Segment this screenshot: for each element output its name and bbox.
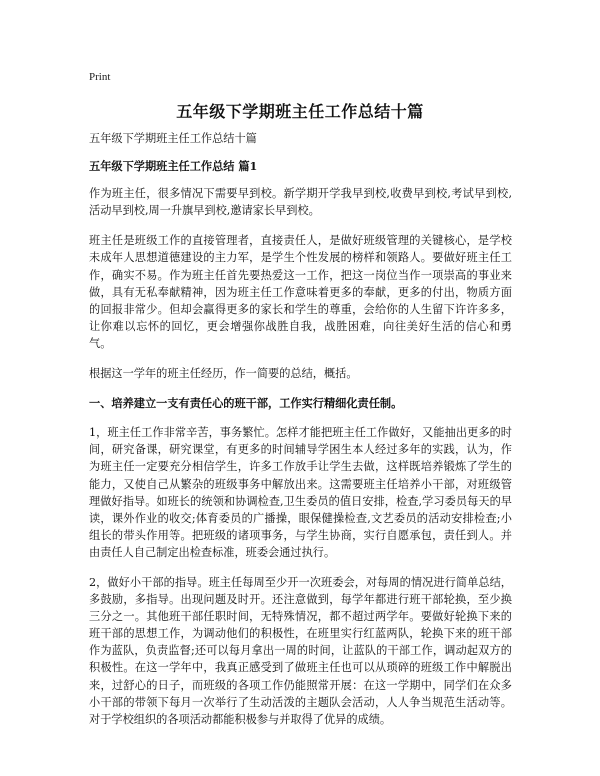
print-link[interactable]: Print bbox=[89, 71, 111, 83]
paragraph: 1，班主任工作非常辛苦，事务繁忙。怎样才能把班主任工作做好，又能抽出更多的时间，研究备课，研究课堂，有更多的时间辅导学困生本人经过多年的实践，认为，作为班主任一定要充分相信学生，许多工作放手让学生去做，这样既培养锻炼了学生的能力，又使自己从繁杂的班级事务中解放出来。这需要班主任培养小干部，对班级管理做好指导。如班长的统领和协调检查,卫生委员的值日安排，检查,学习委员每天的早读，课外作业的收交;体育委员的广播操，眼保健操检查,文艺委员的活动安排检查;小组长的带头作用等。把班级的诸项事务，与学生协商，实行自愿承包，责任到人。并由责任人自己制定出检查标准，班委会通过执行。 bbox=[89, 426, 512, 559]
article-heading: 五年级下学期班主任工作总结 篇1 bbox=[89, 159, 258, 174]
paragraph: 根据这一学年的班主任经历，作一简要的总结，概括。 bbox=[89, 367, 358, 381]
document-subtitle: 五年级下学期班主任工作总结十篇 bbox=[89, 132, 257, 145]
paragraph: 班主任是班级工作的直接管理者，直接责任人，是做好班级管理的关键核心，是学校未成年人思想道德建设的主力军，是学生个性发展的榜样和领路人。要做好班主任工作，确实不易。作为班主任首先要热爱这一工作，把这一岗位当作一项崇高的事业来做，具有无私奉献精神，因为班主任工作意味着更多的奉献，更多的付出，物质方面的回报非常少。但却会赢得更多的家长和学生的尊重，会给你的人生留下许许多多，让你难以忘怀的回忆，更会增强你战胜自我，战胜困难，向往美好生活的信心和勇气。 bbox=[89, 234, 512, 350]
paragraph: 2，做好小干部的指导。班主任每周至少开一次班委会，对每周的情况进行简单总结，多鼓励，多指导。出现问题及时开。还注意做到，每学年都进行班干部轮换，至少换三分之一。其他班干部任职时间，无特殊情况，都不超过两学年。要做好轮换下来的班干部的思想工作，为调动他们的积极性，在班里实行红蓝两队，轮换下来的班干部作为蓝队，负责监督;还可以每月拿出一周的时间，让蓝队的干部工作，调动起双方的积极性。在这一学年中，我真正感受到了做班主任也可以从琐碎的班级工作中解脱出来，过舒心的日子，而班级的各项工作仍能照常开展：在这一学期中，同学们在众多小干部的带领下每月一次举行了生动活泼的主题队会活动，人人争当规范生活动等。对于学校组织的各项活动都能积极参与并取得了优异的成绩。 bbox=[89, 575, 512, 726]
paragraph: 作为班主任，很多情况下需要早到校。新学期开学我早到校,收费早到校,考试早到校,活动早到校,周一升旗早到校,邀请家长早到校。 bbox=[89, 187, 512, 218]
page-title: 五年级下学期班主任工作总结十篇 bbox=[176, 102, 424, 121]
section-heading: 一、培养建立一支有责任心的班干部，工作实行精细化责任制。 bbox=[89, 396, 403, 411]
document-body bbox=[89, 130, 512, 741]
